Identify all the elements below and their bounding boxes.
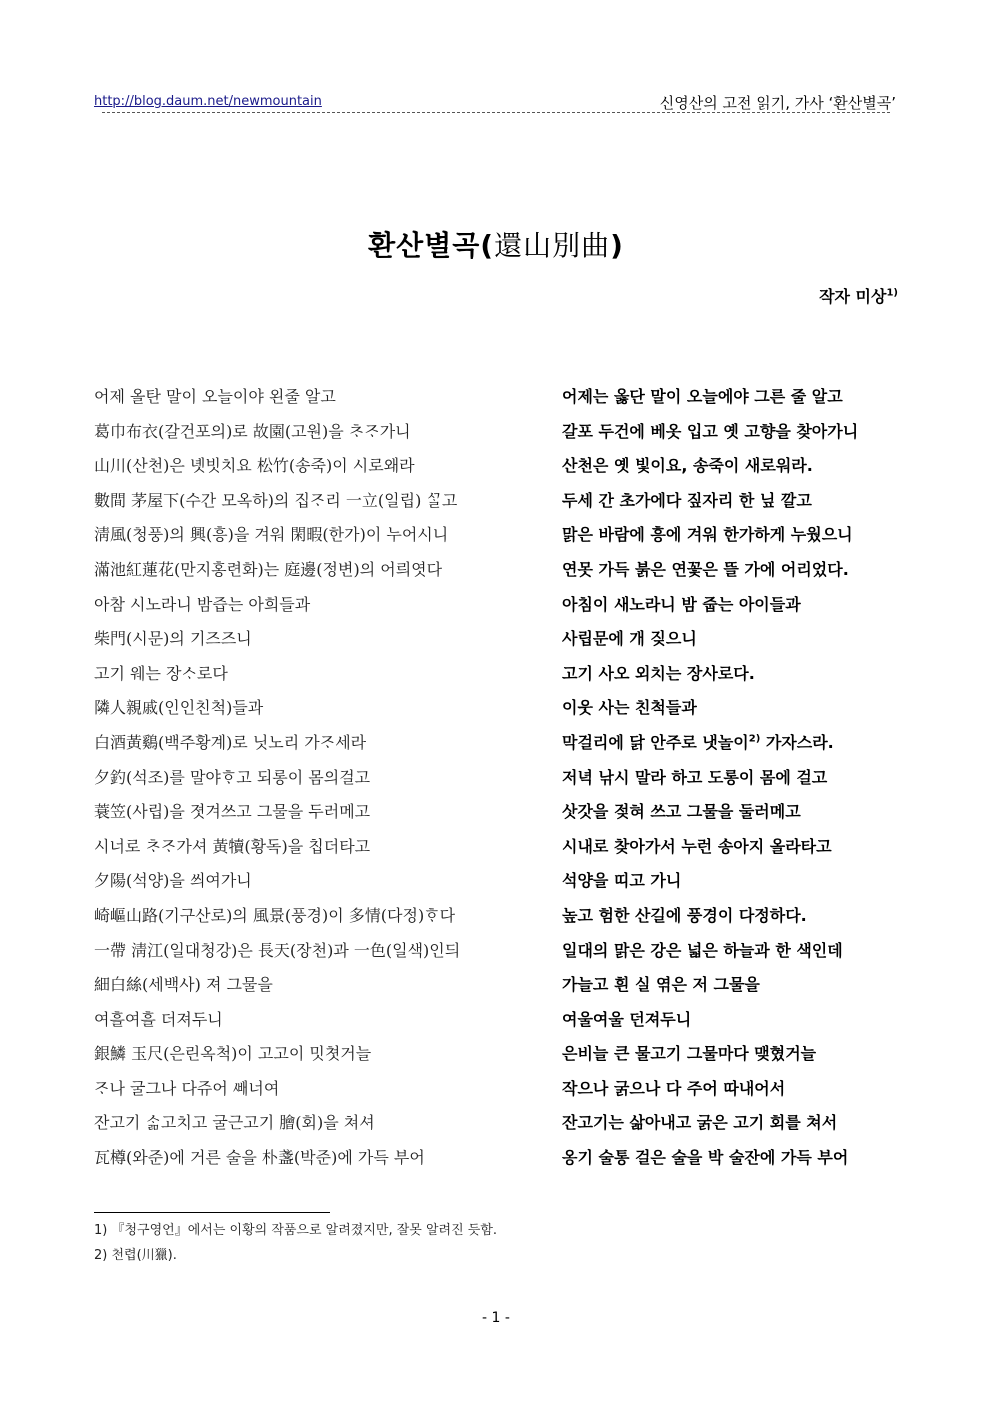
verse-original: 崎嶇山路(기구산로)의 風景(풍경)이 多情(다정)ᄒᆞ다 — [94, 905, 456, 925]
verse-row — [0, 1007, 992, 1042]
document-title — [0, 224, 992, 264]
footnote-2: 2) 천렵(川獵). — [94, 1248, 177, 1263]
verse-modern — [562, 592, 801, 615]
verse-row — [0, 765, 992, 800]
verse-modern-tail: 가자스라. — [760, 732, 834, 752]
verse-modern — [562, 522, 853, 545]
verse-original: 細白絲(세백사) 져 그물을 — [94, 975, 273, 995]
verse-row — [0, 453, 992, 488]
verse-original: 山川(산천)은 녯빗치요 松竹(송죽)이 시로왜라 — [94, 456, 415, 476]
verse-original: 一帶 淸江(일대청강)은 長天(장천)과 一色(일색)인듸 — [94, 940, 461, 960]
verse-row — [0, 1041, 992, 1076]
verse-modern — [562, 868, 681, 891]
verse-original: 數間 茅屋下(수간 모옥하)의 집ᄌᆞ리 一立(일립) ᄭᆞᆯ고 — [94, 490, 458, 510]
verse-modern — [562, 730, 834, 753]
verse-modern — [562, 1110, 837, 1133]
author-footnote-ref[interactable]: 1) — [886, 287, 898, 299]
verse-row — [0, 626, 992, 661]
verse-modern-text: 옹기 술통 걸은 술을 박 술잔에 가득 부어 — [562, 1148, 849, 1168]
verse-original: 잔고기 ᄉᆞᆱ고치고 굴근고기 膾(회)을 쳐셔 — [94, 1113, 375, 1133]
verse-row — [0, 868, 992, 903]
verse-modern-text: 은비늘 큰 물고기 그물마다 맺혔거늘 — [562, 1044, 817, 1064]
verse-modern — [562, 834, 832, 857]
title-korean: 환산별곡( — [368, 229, 495, 262]
verse-modern-text: 맑은 바람에 흥에 겨워 한가하게 누웠으니 — [562, 525, 853, 545]
footnotes — [94, 1219, 497, 1269]
verse-footnote-ref[interactable]: 2) — [748, 733, 761, 745]
verse-row — [0, 695, 992, 730]
header-title: 신영산의 고전 읽기, 가사 ‘환산별곡’ — [659, 94, 896, 112]
verse-original: 葛巾布衣(갈건포의)로 故園(고원)을 ᄎᆞᄌᆞ가니 — [94, 421, 411, 441]
verse-modern-text: 석양을 띠고 가니 — [562, 871, 682, 891]
verse-original: 여흘여흘 더져두니 — [94, 1009, 223, 1029]
title-close: ) — [610, 229, 624, 262]
verse-row — [0, 522, 992, 557]
verse-modern-text: 일대의 맑은 강은 넓은 하늘과 한 색인데 — [562, 940, 843, 960]
verse-modern-text: 시내로 찾아가서 누런 송아지 올라타고 — [562, 836, 832, 856]
verse-row — [0, 730, 992, 765]
verse-modern — [562, 695, 697, 718]
verse-original: 夕釣(석조)를 말야ᄒᆞ고 되롱이 몸의걸고 — [94, 767, 371, 787]
verse-original: 고기 웨는 장ᄉᆞ로다 — [94, 663, 228, 683]
verse-row — [0, 938, 992, 973]
verse-modern — [562, 1145, 848, 1168]
verse-original: 滿池紅蓮花(만지홍련화)는 庭邊(정변)의 어릐엿다 — [94, 559, 443, 579]
verse-modern-text: 고기 사오 외치는 장사로다. — [562, 663, 755, 683]
verse-modern-text: 여울여울 던져두니 — [562, 1009, 692, 1029]
verse-modern-text: 연못 가득 붉은 연꽃은 뜰 가에 어리었다. — [562, 559, 849, 579]
verse-row — [0, 557, 992, 592]
title-hanja: 還山別曲 — [494, 229, 611, 262]
verse-original: 아참 시노라니 밤즙는 아희들과 — [94, 594, 311, 614]
verse-modern-text: 막걸리에 닭 안주로 냇놀이 — [562, 732, 749, 752]
verse-row — [0, 488, 992, 523]
verse-modern-text: 잔고기는 삶아내고 굵은 고기 회를 쳐서 — [562, 1113, 838, 1133]
verse-modern — [562, 453, 813, 476]
verse-modern-text: 작으나 굵으나 다 주어 따내어서 — [562, 1078, 786, 1098]
verse-modern — [562, 488, 812, 511]
verse-modern — [562, 765, 827, 788]
verse-original: 蓑笠(사립)을 졋겨쓰고 그물을 두러메고 — [94, 802, 371, 822]
verse-row — [0, 419, 992, 454]
verse-row — [0, 592, 992, 627]
verse-modern-text: 두세 간 초가에다 짚자리 한 닢 깔고 — [562, 490, 812, 510]
verse-modern-text: 사립문에 개 짖으니 — [562, 629, 697, 649]
verse-row — [0, 1145, 992, 1180]
verse-row — [0, 834, 992, 869]
header-divider — [102, 112, 890, 113]
verse-original: 銀鱗 玉尺(은린옥척)이 고고이 밋쳣거늘 — [94, 1044, 372, 1064]
verse-modern — [562, 972, 760, 995]
verse-modern-text: 갈포 두건에 베옷 입고 옛 고향을 찾아가니 — [562, 421, 859, 441]
footnote-1: 1) 『청구영언』에서는 이황의 작품으로 알려졌지만, 잘못 알려진 듯함. — [94, 1223, 498, 1238]
verse-row — [0, 1110, 992, 1145]
author-line — [819, 284, 898, 307]
verse-original: 隣人親戚(인인친척)들과 — [94, 698, 264, 718]
verse-modern-text: 삿갓을 젖혀 쓰고 그물을 둘러메고 — [562, 802, 801, 822]
verse-modern — [562, 384, 843, 407]
verse-modern — [562, 626, 697, 649]
verse-modern — [562, 1076, 785, 1099]
verse-modern — [562, 557, 849, 580]
verse-original: 瓦樽(와준)에 거른 술을 朴盞(박준)에 가득 부어 — [94, 1148, 425, 1168]
verse-row — [0, 1076, 992, 1111]
verse-modern-text: 어제는 옳단 말이 오늘에야 그른 줄 알고 — [562, 387, 843, 406]
header-url-link[interactable]: http://blog.daum.net/newmountain — [94, 94, 322, 109]
verse-row — [0, 903, 992, 938]
verse-modern-text: 이웃 사는 친척들과 — [562, 698, 697, 718]
verse-modern-text: 가늘고 흰 실 엮은 저 그물을 — [562, 975, 760, 995]
verse-row — [0, 972, 992, 1007]
verse-list — [0, 384, 992, 1180]
verse-modern — [562, 799, 801, 822]
verse-modern — [562, 419, 858, 442]
verse-row — [0, 384, 992, 419]
verse-modern-text: 아침이 새노라니 밤 줍는 아이들과 — [562, 594, 801, 614]
verse-original: 시너로 ᄎᆞᄌᆞ가셔 黃犢(황독)을 칩더타고 — [94, 836, 371, 856]
author-name: 작자 미상 — [819, 287, 887, 306]
verse-original: 白酒黃鷄(백주황계)로 닛노리 가ᄌᆞ세라 — [94, 732, 367, 752]
verse-row — [0, 799, 992, 834]
verse-modern — [562, 903, 807, 926]
page-number: - 1 - — [482, 1310, 510, 1326]
verse-modern — [562, 661, 755, 684]
verse-modern-text: 높고 험한 산길에 풍경이 다정하다. — [562, 905, 807, 925]
verse-original: ᄌᆞ나 굴그나 다쥬어 ᄲᅢ너여 — [94, 1078, 280, 1098]
verse-modern — [562, 1007, 691, 1030]
verse-row — [0, 661, 992, 696]
footnote-divider — [94, 1212, 330, 1213]
verse-modern — [562, 938, 843, 961]
verse-original: 어제 올탄 말이 오늘이야 왼줄 알고 — [94, 387, 336, 406]
verse-modern-text: 저녁 낚시 말라 하고 도롱이 몸에 걸고 — [562, 767, 828, 787]
verse-modern — [562, 1041, 816, 1064]
verse-modern-text: 산천은 옛 빛이요, 송죽이 새로워라. — [562, 456, 813, 476]
verse-original: 淸風(청풍)의 興(흥)을 겨워 閑暇(한가)이 누어시니 — [94, 525, 449, 545]
verse-original: 夕陽(석양)을 씌여가니 — [94, 871, 252, 891]
verse-original: 柴門(시문)의 기즈즈니 — [94, 629, 252, 649]
